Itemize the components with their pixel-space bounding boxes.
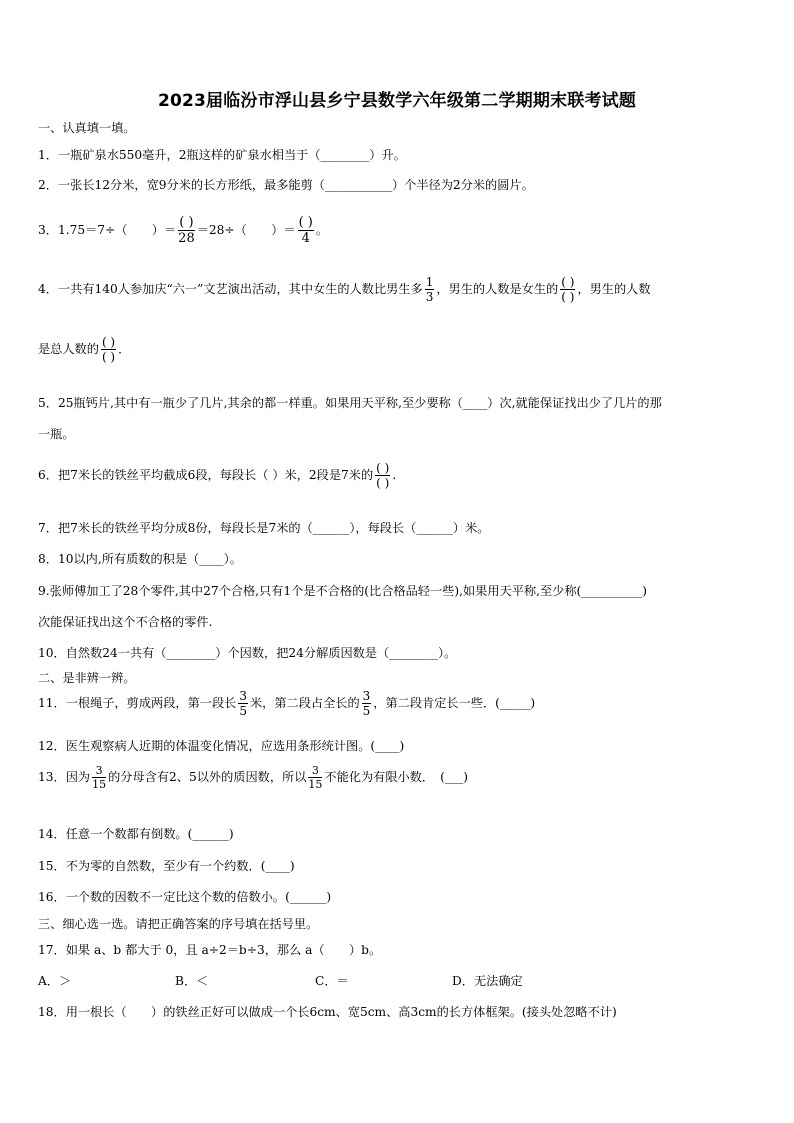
question-8: 8．10以内,所有质数的积是（____）。 bbox=[38, 552, 242, 566]
question-10: 10．自然数24一共有（________）个因数，把24分解质因数是（________）。 bbox=[38, 646, 457, 660]
q4-f3-numerator: ( ) bbox=[101, 335, 116, 349]
q13-f2-numerator: 3 bbox=[308, 765, 322, 778]
q3-text-a: 3．1.75＝7÷（ ）＝ bbox=[38, 223, 177, 237]
q11-text-b: 米，第二段占全长的 bbox=[249, 696, 360, 710]
q13-f2-denominator: 15 bbox=[308, 778, 323, 791]
question-11 bbox=[38, 690, 535, 717]
q13-f1-denominator: 15 bbox=[92, 778, 107, 791]
page-title: 2023届临汾市浮山县乡宁县数学六年级第二学期期末联考试题 bbox=[157, 91, 637, 111]
question-4-continued bbox=[38, 336, 130, 363]
q4-fraction-2 bbox=[560, 276, 575, 303]
section-heading-1: 一、认真填一填。 bbox=[38, 121, 136, 135]
question-14: 14．任意一个数都有倒数。(______) bbox=[38, 827, 234, 841]
q17-option-c: C．＝ bbox=[315, 974, 349, 988]
q13-f1-numerator: 3 bbox=[92, 765, 106, 778]
q11-f2-numerator: 3 bbox=[362, 689, 371, 703]
q4-f3-denominator: ( ) bbox=[101, 350, 116, 364]
question-12: 12．医生观察病人近期的体温变化情况，应选用条形统计图。(____) bbox=[38, 739, 405, 753]
q4-fraction-1 bbox=[425, 276, 435, 303]
q4-f2-denominator: ( ) bbox=[561, 290, 575, 304]
q3-f2-denominator: 4 bbox=[301, 231, 310, 246]
section-heading-2: 二、是非辨一辨。 bbox=[38, 671, 136, 685]
question-18: 18．用一根长（ ）的铁丝正好可以做成一个长6cm、宽5cm、高3cm的长方体框架。(接头处忽略不计) bbox=[38, 1005, 617, 1019]
q11-text-a: 11．一根绳子，剪成两段，第一段长 bbox=[38, 696, 237, 710]
q11-f2-denominator: 5 bbox=[362, 704, 371, 718]
q3-fraction-1 bbox=[178, 216, 195, 245]
q11-text-c: ，第二段肯定长一些．(_____) bbox=[373, 696, 536, 710]
question-16: 16．一个数的因数不一定比这个数的倍数小。(______) bbox=[38, 890, 332, 904]
question-5-continued: 一瓶。 bbox=[38, 427, 75, 441]
q13-fraction-2 bbox=[308, 765, 322, 790]
q3-f1-numerator: ( ) bbox=[179, 215, 194, 230]
q11-f1-numerator: 3 bbox=[239, 689, 247, 703]
q13-text-b: 的分母含有2、5以外的质因数，所以 bbox=[108, 770, 307, 784]
q6-f-denominator: ( ) bbox=[376, 476, 390, 490]
q4-f1-denominator: 3 bbox=[425, 290, 434, 304]
q11-fraction-1 bbox=[238, 690, 248, 717]
q3-text-c: 。 bbox=[315, 223, 329, 237]
question-9: 9.张师傅加工了28个零件,其中27个合格,只有1个是不合格的(比合格品轻一些),如果用天平称,至少称(__________) bbox=[38, 584, 647, 598]
q6-text-a: 6．把7米长的铁丝平均截成6段，每段长（ ）米，2段是7米的 bbox=[38, 468, 374, 482]
q3-fraction-2 bbox=[298, 216, 314, 245]
q6-fraction bbox=[375, 462, 390, 489]
q4-f1-numerator: 1 bbox=[425, 275, 434, 289]
q17-option-a: A．＞ bbox=[38, 974, 72, 988]
q4-f2-numerator: ( ) bbox=[561, 275, 575, 289]
question-15: 15．不为零的自然数，至少有一个约数．(____) bbox=[38, 859, 295, 873]
q4-text-c: ，男生的人数 bbox=[577, 282, 651, 296]
question-2: 2．一张长12分米，宽9分米的长方形纸，最多能剪（___________）个半径为2分米的圆片。 bbox=[38, 178, 534, 192]
section-heading-3: 三、细心选一选。请把正确答案的序号填在括号里。 bbox=[38, 917, 319, 931]
q13-text-c: 不能化为有限小数． (___) bbox=[324, 770, 468, 784]
question-4 bbox=[38, 276, 651, 303]
question-9-continued: 次能保证找出这个不合格的零件. bbox=[38, 615, 213, 629]
q3-text-b: ＝28÷（ ）＝ bbox=[196, 223, 296, 237]
q4-text-b: ，男生的人数是女生的 bbox=[436, 282, 559, 296]
q4-fraction-3 bbox=[101, 336, 116, 363]
q4-text-a: 4．一共有140人参加庆“六一”文艺演出活动，其中女生的人数比男生多 bbox=[38, 282, 423, 296]
q4-text-e: ． bbox=[118, 342, 131, 356]
question-5: 5．25瓶钙片,其中有一瓶少了几片,其余的都一样重。如果用天平称,至少要称（____）次,就能保证找出少了几片的那 bbox=[38, 396, 662, 410]
question-3 bbox=[38, 216, 328, 245]
q13-fraction-1 bbox=[92, 765, 106, 790]
q17-option-d: D．无法确定 bbox=[452, 974, 523, 988]
q6-text-b: . bbox=[392, 468, 397, 482]
q6-f-numerator: ( ) bbox=[376, 461, 390, 475]
q17-option-b: B．＜ bbox=[175, 974, 209, 988]
q3-f1-denominator: 28 bbox=[178, 231, 195, 246]
q3-f2-numerator: ( ) bbox=[298, 215, 313, 230]
question-13 bbox=[38, 765, 468, 790]
question-1: 1．一瓶矿泉水550毫升，2瓶这样的矿泉水相当于（________）升。 bbox=[38, 148, 406, 162]
question-7: 7．把7米长的铁丝平均分成8份，每段长是7米的（______），每段长（______）米。 bbox=[38, 521, 490, 535]
question-17: 17．如果 a、b 都大于 0，且 a÷2＝b÷3，那么 a（ ）b。 bbox=[38, 943, 382, 957]
question-6 bbox=[38, 462, 396, 489]
q11-fraction-2 bbox=[362, 690, 372, 717]
q11-f1-denominator: 5 bbox=[239, 704, 247, 718]
q4-text-d: 是总人数的 bbox=[38, 342, 99, 356]
q13-text-a: 13．因为 bbox=[38, 770, 91, 784]
